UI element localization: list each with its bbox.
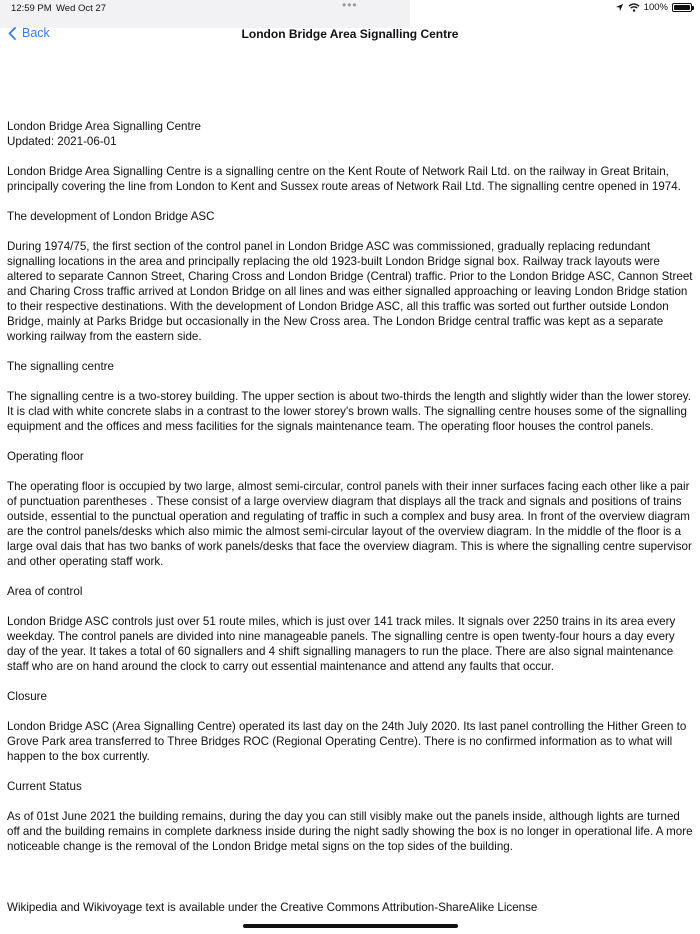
section-body: London Bridge ASC (Area Signalling Centre) operated its last day on the 24th July 2020. Its last panel controlling the Hither Green to Grove Park area transferred to Three Bridges ROC (Regional Operating Centre). There is no confirmed information as to what will happen to the box currently. <box>7 720 687 763</box>
status-date: Wed Oct 27 <box>56 3 106 14</box>
section-body: London Bridge ASC controls just over 51 route miles, which is just over 141 track miles. It signals over 2250 trains in its area every weekday. The control panels are divided into nine manageable panels. The signalling centre is open twenty-four hours a day every day of the year. It takes a total of 60 signallers and 4 shift signalling managers to run the place. There are also signal maintenance staff who are on hand around the clock to carry out essential maintenance and attend any faults that occur. <box>7 615 676 673</box>
back-label: Back <box>22 26 50 40</box>
battery-icon <box>672 3 692 12</box>
status-bar <box>0 0 700 18</box>
battery-fill <box>674 5 690 10</box>
section-heading: Closure <box>7 690 47 703</box>
section-heading: The signalling centre <box>7 360 114 373</box>
article-header <box>7 119 693 149</box>
article-title: London Bridge Area Signalling Centre <box>7 120 202 133</box>
section-heading: Operating floor <box>7 450 84 463</box>
status-right <box>615 2 692 13</box>
article-updated: Updated: 2021-06-01 <box>7 135 117 148</box>
page-title: London Bridge Area Signalling Centre <box>241 27 459 41</box>
section-heading: Current Status <box>7 780 82 793</box>
section-body: The operating floor is occupied by two large, almost semi-circular, control panels with their inner surfaces facing each other like a pair of punctuation parentheses . These consist of a large overview diagram that displays all the track and signals and positions of trains outside, essential to the punctual operation and regulating of traffic in such a complex and busy area. In front of the overview diagram are the control panels/desks which also mimic the almost semi-circular layout of the overview diagram. In the middle of the floor is a large oval dais that has two banks of work panels/desks that face the overview diagram. This is where the signalling centre supervisor and other operating staff work. <box>7 480 692 568</box>
section-heading: Area of control <box>7 585 83 598</box>
battery-percent: 100% <box>643 2 668 13</box>
home-indicator[interactable] <box>243 924 458 928</box>
status-time: 12:59 PM <box>11 3 52 14</box>
article-intro: London Bridge Area Signalling Centre is a signalling centre on the Kent Route of Network Rail Ltd. on the railway in Great Britain, principally covering the line from London to Kent and Sussex route areas of Network Rail Ltd. The signalling centre opened in 1974. <box>7 165 681 193</box>
location-icon <box>615 3 624 12</box>
section-body: As of 01st June 2021 the building remains, during the day you can still visibly make out the panels inside, although lights are turned off and the building remains in complete darkness inside during the night sadly showing the box is no longer in operational life. A more noticeable change is the removal of the London Bridge metal signs on the top sides of the building. <box>7 810 693 853</box>
multitasking-dots[interactable]: ••• <box>342 0 358 12</box>
article-body <box>7 119 693 869</box>
section-body: During 1974/75, the first section of the control panel in London Bridge ASC was commissioned, gradually replacing redundant signalling locations in the area and principally replacing the old 1923-built London Bridge signal box. Railway track layouts were altered to separate Cannon Street, Charing Cross and London Bridge (Central) traffic. Prior to the London Bridge ASC, Cannon Street and Charing Cross traffic arrived at London Bridge on all lines and was either signalled approaching or leaving London Bridge station to their respective destinations. With the development of London Bridge ASC, all this traffic was sorted out further outside London Bridge, mainly at Parks Bridge but occasionally in the New Cross area. The London Bridge central traffic was kept as a separate working railway from the eastern side. <box>7 240 693 343</box>
section-heading: The development of London Bridge ASC <box>7 210 215 223</box>
section-body: The signalling centre is a two-storey building. The upper section is about two-thirds the length and slightly wider than the lower storey. It is clad with white concrete slabs in a contrast to the lower storey's brown walls. The signalling centre houses some of the signalling equipment and the offices and mess facilities for the signals maintenance team. The operating floor houses the control panels. <box>7 390 691 433</box>
wifi-icon <box>628 3 640 12</box>
license-footer: Wikipedia and Wikivoyage text is available under the Creative Commons Attribution-ShareAlike License <box>7 901 538 914</box>
navigation-bar <box>0 22 700 48</box>
